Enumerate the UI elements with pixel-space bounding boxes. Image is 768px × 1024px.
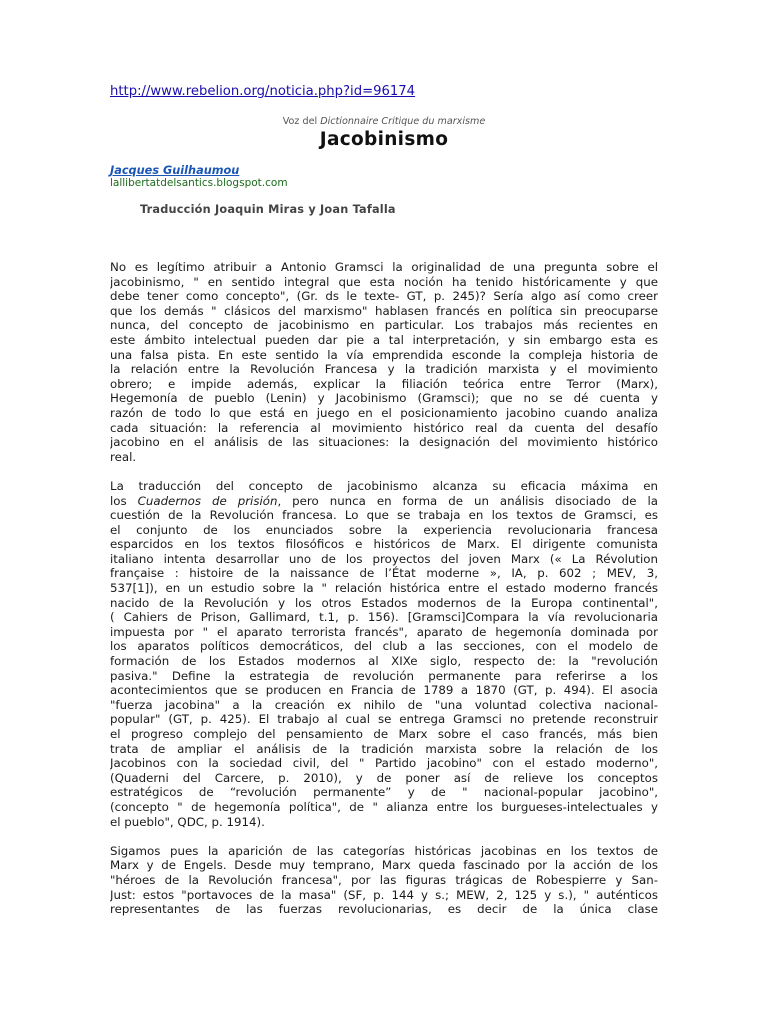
text-line: la relación entre la Revolución Francesa y la tradición marxista y el movimiento [110,362,658,377]
text-line: representantes de las fuerzas revolucionarias, es decir de la única clase [110,902,658,917]
text-line: italiano intenta desarrollar uno de los proyectos del joven Marx (« La Révolution [110,551,658,566]
text-line: 537[1]), en un estudio sobre la " relación histórica entre el estado moderno francés [110,581,658,596]
source-url-link[interactable]: http://www.rebelion.org/noticia.php?id=96174 [110,84,416,99]
text-line: Marx y de Engels. Desde muy temprano, Marx queda fascinado por la acción de los [110,858,658,873]
article-body [110,260,658,931]
text-line: "fuerza jacobina" a la creación ex nihilo de "una voluntad colectiva nacional- [110,697,658,712]
text-line: debe tener como concepto", (Gr. ds le texte- GT, p. 245)? Sería algo así como creer [110,289,658,304]
voz-prefix: Voz del [282,116,321,127]
text-line: el progreso complejo del pensamiento de Marx sobre el caso francés, más bien [110,727,658,741]
dictionary-title: Dictionnaire Critique du marxisme [320,116,486,127]
text-line: trata de ampliar el análisis de la tradición marxista sobre la relación de los [110,741,658,756]
paragraph [110,260,658,464]
text-line: (Quaderni del Carcere, p. 2010), y de poner así de relieve los conceptos [110,770,658,785]
text-line: Sigamos pues la aparición de las categorías históricas jacobinas en los textos de [110,843,658,858]
text-line: los aparatos políticos democráticos, del club a las secciones, con el modelo de [110,639,658,654]
author-link[interactable]: Jacques Guilhaumou [110,164,240,177]
text-line: el conjunto de los enunciados sobre la experiencia revolucionaria francesa [110,522,658,537]
text-line: acontecimientos que se producen en Francia de 1789 a 1870 (GT, p. 494). El asocia [110,683,658,698]
voz-line [110,116,658,127]
text-line: (concepto " de hegemonía política", de " alianza entre los burgueses-intelectuales y [110,799,658,814]
text-line: impuesta por " el aparato terrorista francés", aparato de hegemonía dominada por [110,624,658,639]
text-line: Just: estos "portavoces de la masa" (SF, p. 144 y s.; MEW, 2, 125 y s.), " auténticos [110,887,658,902]
text-line: esparcidos en los textos filosóficos e históricos de Marx. El dirigente comunista [110,537,658,552]
text-line: No es legítimo atribuir a Antonio Gramsci la originalidad de una pregunta sobre el [110,260,658,274]
text-line: Hegemonía de pueblo (Lenin) y Jacobinismo (Gramsci); que no se dé cuenta y [110,391,658,406]
text-line: popular" (GT, p. 425). El trabajo al cual se entrega Gramsci no pretende reconstruir [110,712,658,727]
text-line: jacobinismo, " en sentido integral que esta noción ha tenido históricamente y que [110,274,658,289]
text-line: real. [110,449,137,464]
text-line: cuestión de la Revolución francesa. Lo que se trabaja en los textos de Gramsci, es [110,508,658,523]
text-line: los Cuadernos de prisión, pero nunca en forma de un análisis disociado de la [110,493,658,508]
blog-name: lallibertatdelsantics.blogspot.com [110,177,288,189]
text-line: estratégicos de “revolución permanente” y de " nacional-popular jacobino", [110,785,658,800]
translation-credit: Traducción Joaquin Miras y Joan Tafalla [140,203,396,216]
paragraph [110,844,658,917]
text-line: française : histoire de la naissance de l’État moderne », IA, p. 602 ; MEV, 3, [110,566,658,581]
text-line: razón de todo lo que está en juego en el posicionamiento jacobino cuando analiza [110,405,658,420]
text-line: La traducción del concepto de jacobinismo alcanza su eficacia máxima en [110,478,658,493]
text-line: obrero; e impide además, explicar la filiación teórica entre Terror (Marx), [110,376,658,391]
text-line: nunca, del concepto de jacobinismo en particular. Los trabajos más recientes en [110,318,658,333]
text-line: este ámbito intelectual pueden dar pie a tal interpretación, y sin embargo esta es [110,332,658,347]
text-line: jacobino en el análisis de las situaciones: la designación del movimiento histórico [110,435,658,450]
text-line: Jacobinos con la sociedad civil, del " Partido jacobino" con el estado moderno", [110,756,658,771]
article-title: Jacobinismo [319,129,449,150]
paragraph [110,479,658,829]
text-line: el pueblo", QDC, p. 1914). [110,814,265,829]
text-line: "héroes de la Revolución francesa", por las figuras trágicas de Robespierre y San- [110,872,658,887]
text-line: una falsa pista. En este sentido la vía emprendida esconde la compleja historia de [110,347,658,362]
text-line: ( Cahiers de Prison, Gallimard, t.1, p. 156). [Gramsci]Compara la vía revolucionaria [110,610,658,625]
text-line: nacido de la Revolución y los otros Estados modernos de la Europa continental", [110,595,658,610]
text-line: que los demás " clásicos del marxismo" hablasen francés en política sin preocuparse [110,303,658,318]
text-line: pasiva." Define la estrategia de revolución permanente para referirse a los [110,668,658,683]
text-line: cada situación: la referencia al movimiento histórico real da cuenta del desafío [110,420,658,435]
text-line: formación de los Estados modernos al XIXe siglo, respecto de: la "revolución [110,654,658,669]
